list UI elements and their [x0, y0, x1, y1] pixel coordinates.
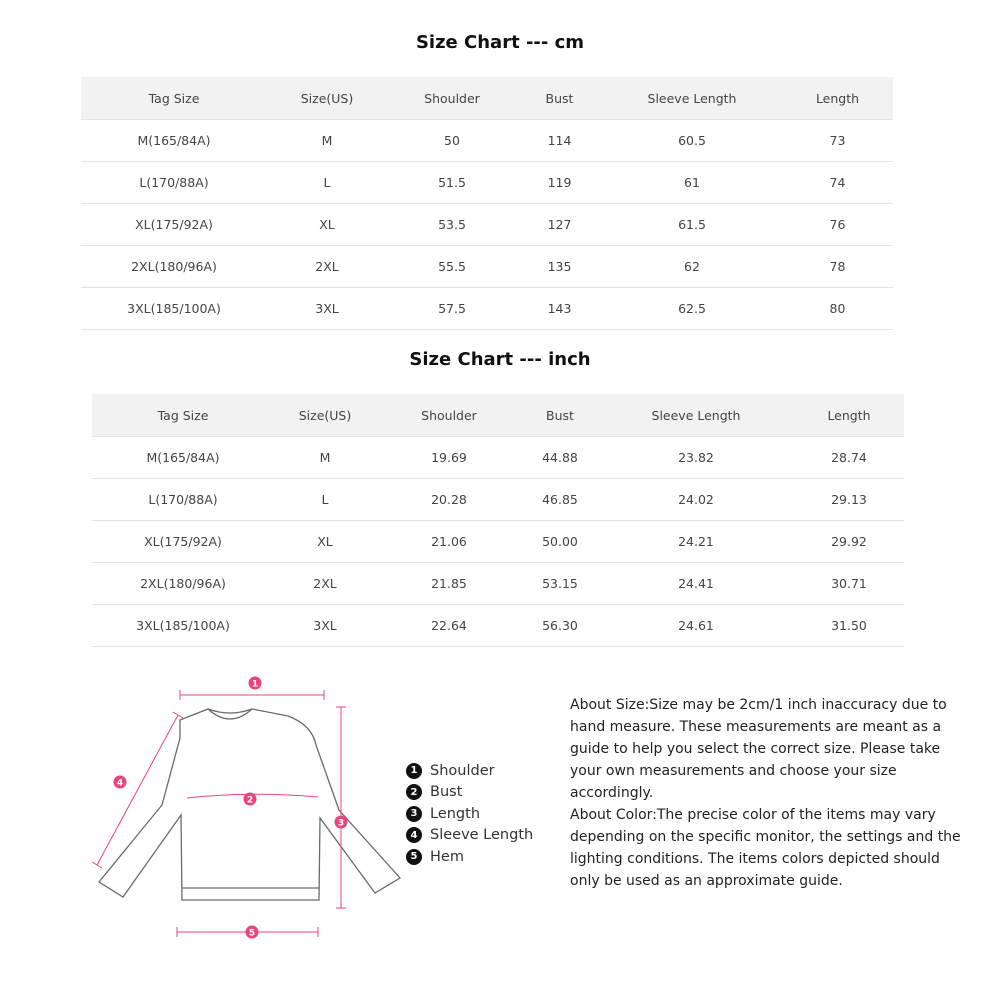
- table-row: [92, 605, 904, 647]
- table-cell: 61: [602, 162, 782, 204]
- table-cell: M(165/84A): [92, 437, 274, 479]
- marker-4: [114, 776, 127, 789]
- table-cell: 2XL(180/96A): [81, 246, 267, 288]
- legend-number: 4: [406, 827, 422, 843]
- legend-item-shoulder: [406, 760, 533, 782]
- table-cell: 21.06: [376, 521, 522, 563]
- table-cell: 143: [517, 288, 602, 330]
- table-cell: 135: [517, 246, 602, 288]
- table-cell: L(170/88A): [92, 479, 274, 521]
- table-header-row: [92, 394, 904, 437]
- table-cell: 78: [782, 246, 893, 288]
- table-row: [81, 120, 893, 162]
- header-tag-size: Tag Size: [81, 77, 267, 120]
- table-cell: XL: [274, 521, 376, 563]
- about-size-note: About Size:Size may be 2cm/1 inch inaccuracy due to hand measure. These measurements are meant as a guide to help you select the correct size. Please take your own measurements and choose your size accordingly.: [570, 697, 947, 801]
- table-cell: M: [267, 120, 387, 162]
- legend-number: 1: [406, 763, 422, 779]
- table-cell: 30.71: [794, 563, 904, 605]
- notes-block: [570, 694, 970, 892]
- header-tag-size: Tag Size: [92, 394, 274, 437]
- legend-number: 5: [406, 849, 422, 865]
- inch-chart-title: Size Chart --- inch: [409, 349, 591, 370]
- header-length: Length: [782, 77, 893, 120]
- table-cell: 76: [782, 204, 893, 246]
- table-row: [81, 246, 893, 288]
- table-cell: 80: [782, 288, 893, 330]
- table-cell: 2XL: [267, 246, 387, 288]
- svg-text:3: 3: [337, 818, 345, 829]
- table-cell: 24.02: [598, 479, 794, 521]
- marker-5: [246, 926, 259, 939]
- table-cell: 3XL: [267, 288, 387, 330]
- table-cell: 24.21: [598, 521, 794, 563]
- about-color-note: About Color:The precise color of the items may vary depending on the specific monitor, the settings and the lighting conditions. The items colors depicted should only be used as an approximate guide.: [570, 807, 961, 889]
- cm-chart-title: Size Chart --- cm: [415, 32, 585, 53]
- marker-2: [244, 793, 257, 806]
- cm-size-table: [81, 77, 893, 330]
- header-length: Length: [794, 394, 904, 437]
- header-size-us: Size(US): [274, 394, 376, 437]
- table-cell: L: [267, 162, 387, 204]
- table-cell: 3XL(185/100A): [92, 605, 274, 647]
- legend-item-length: [406, 803, 533, 825]
- table-cell: 119: [517, 162, 602, 204]
- table-cell: 29.13: [794, 479, 904, 521]
- table-cell: 56.30: [522, 605, 598, 647]
- header-sleeve-length: Sleeve Length: [598, 394, 794, 437]
- table-cell: 57.5: [387, 288, 517, 330]
- legend-item-sleeve-length: [406, 825, 533, 847]
- table-cell: 55.5: [387, 246, 517, 288]
- table-cell: 2XL(180/96A): [92, 563, 274, 605]
- table-cell: 50: [387, 120, 517, 162]
- table-cell: 60.5: [602, 120, 782, 162]
- table-cell: XL(175/92A): [92, 521, 274, 563]
- table-cell: 3XL(185/100A): [81, 288, 267, 330]
- svg-text:4: 4: [116, 778, 124, 789]
- table-cell: L: [274, 479, 376, 521]
- measurement-legend: [406, 760, 533, 868]
- sweater-measurement-diagram: [80, 665, 420, 950]
- table-cell: 29.92: [794, 521, 904, 563]
- marker-1: [249, 677, 262, 690]
- legend-number: 2: [406, 784, 422, 800]
- table-row: [81, 204, 893, 246]
- table-cell: 73: [782, 120, 893, 162]
- legend-label: Hem: [430, 848, 464, 865]
- table-cell: 46.85: [522, 479, 598, 521]
- svg-text:5: 5: [248, 928, 256, 939]
- table-cell: 22.64: [376, 605, 522, 647]
- inch-size-table: [92, 394, 904, 647]
- table-cell: 21.85: [376, 563, 522, 605]
- table-row: [92, 521, 904, 563]
- legend-label: Bust: [430, 784, 463, 801]
- legend-item-bust: [406, 782, 533, 804]
- table-cell: 114: [517, 120, 602, 162]
- table-cell: M(165/84A): [81, 120, 267, 162]
- table-cell: 61.5: [602, 204, 782, 246]
- header-shoulder: Shoulder: [376, 394, 522, 437]
- table-cell: 44.88: [522, 437, 598, 479]
- table-cell: 24.41: [598, 563, 794, 605]
- table-cell: 23.82: [598, 437, 794, 479]
- table-header-row: [81, 77, 893, 120]
- table-cell: M: [274, 437, 376, 479]
- svg-text:2: 2: [246, 795, 254, 806]
- table-cell: 19.69: [376, 437, 522, 479]
- table-row: [92, 479, 904, 521]
- svg-text:1: 1: [251, 679, 259, 690]
- table-cell: XL(175/92A): [81, 204, 267, 246]
- legend-item-hem: [406, 846, 533, 868]
- legend-label: Shoulder: [430, 762, 495, 779]
- table-cell: 62: [602, 246, 782, 288]
- table-cell: 62.5: [602, 288, 782, 330]
- legend-label: Sleeve Length: [430, 827, 534, 844]
- table-cell: 74: [782, 162, 893, 204]
- legend-label: Length: [430, 805, 481, 822]
- table-cell: XL: [267, 204, 387, 246]
- table-cell: 53.15: [522, 563, 598, 605]
- table-cell: 24.61: [598, 605, 794, 647]
- header-shoulder: Shoulder: [387, 77, 517, 120]
- table-cell: 127: [517, 204, 602, 246]
- table-row: [92, 437, 904, 479]
- table-cell: 50.00: [522, 521, 598, 563]
- table-cell: 51.5: [387, 162, 517, 204]
- table-row: [81, 162, 893, 204]
- table-cell: 31.50: [794, 605, 904, 647]
- table-cell: 20.28: [376, 479, 522, 521]
- legend-number: 3: [406, 806, 422, 822]
- table-cell: 53.5: [387, 204, 517, 246]
- table-cell: 2XL: [274, 563, 376, 605]
- header-sleeve-length: Sleeve Length: [602, 77, 782, 120]
- table-row: [81, 288, 893, 330]
- header-bust: Bust: [517, 77, 602, 120]
- header-size-us: Size(US): [267, 77, 387, 120]
- table-cell: 28.74: [794, 437, 904, 479]
- table-cell: L(170/88A): [81, 162, 267, 204]
- marker-3: [335, 816, 348, 829]
- header-bust: Bust: [522, 394, 598, 437]
- table-cell: 3XL: [274, 605, 376, 647]
- table-row: [92, 563, 904, 605]
